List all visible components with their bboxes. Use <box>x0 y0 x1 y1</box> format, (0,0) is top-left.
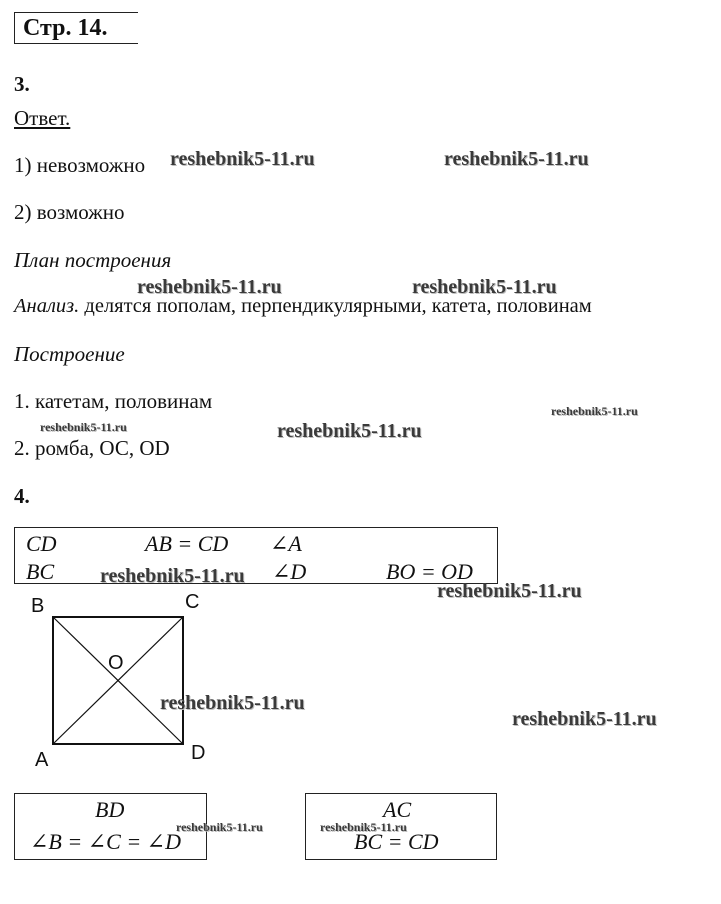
box-left-line-1: BD <box>95 797 125 822</box>
task-3-number: 3. <box>14 72 30 96</box>
watermark: reshebnik5-11.ru <box>444 148 589 170</box>
watermark: reshebnik5-11.ru <box>320 820 407 834</box>
box-right-line-2: BC = CD <box>354 829 439 854</box>
watermark: reshebnik5-11.ru <box>512 708 657 730</box>
task-4-number: 4. <box>14 484 30 508</box>
table-r1c1: CD <box>26 531 57 556</box>
watermark: reshebnik5-11.ru <box>160 692 305 714</box>
center-label-o: O <box>108 652 124 674</box>
table-r2c3: ∠D <box>272 559 307 584</box>
table-r2c1: BC <box>26 559 55 584</box>
box-right-line-1: AC <box>383 797 412 822</box>
watermark: reshebnik5-11.ru <box>176 820 263 834</box>
answer-label: Ответ. <box>14 106 71 130</box>
analysis-label: Анализ. <box>14 295 80 317</box>
analysis-text: делятся пополам, перпендикулярными, катета, половинам <box>79 295 592 317</box>
plan-title: План построения <box>14 248 172 272</box>
page-number-box <box>14 12 138 44</box>
watermark: reshebnik5-11.ru <box>412 276 557 298</box>
construction-step-1: 1. катетам, половинам <box>14 389 213 413</box>
answer-line-1: 1) невозможно <box>14 153 146 177</box>
vertex-label-d: D <box>191 742 206 764</box>
table-r1c2: AB = CD <box>145 531 229 556</box>
watermark: reshebnik5-11.ru <box>170 148 315 170</box>
construction-step-2: 2. ромба, ОС, OD <box>14 436 170 460</box>
vertex-label-c: C <box>185 591 200 613</box>
box-left-line-2: ∠B = ∠C = ∠D <box>30 829 181 854</box>
watermark: reshebnik5-11.ru <box>277 420 422 442</box>
table-r1c3: ∠A <box>270 531 302 556</box>
watermark: reshebnik5-11.ru <box>100 565 245 587</box>
square-figure <box>25 585 225 775</box>
watermark: reshebnik5-11.ru <box>437 580 582 602</box>
table-r2c4: BO = OD <box>386 559 473 584</box>
answer-line-2: 2) возможно <box>14 200 125 224</box>
watermark: reshebnik5-11.ru <box>137 276 282 298</box>
page-number-label: Стр. 14. <box>23 15 108 41</box>
watermark: reshebnik5-11.ru <box>40 420 127 434</box>
vertex-label-a: A <box>35 749 49 771</box>
construction-title: Построение <box>14 342 125 366</box>
vertex-label-b: B <box>31 595 45 617</box>
watermark: reshebnik5-11.ru <box>551 404 638 418</box>
